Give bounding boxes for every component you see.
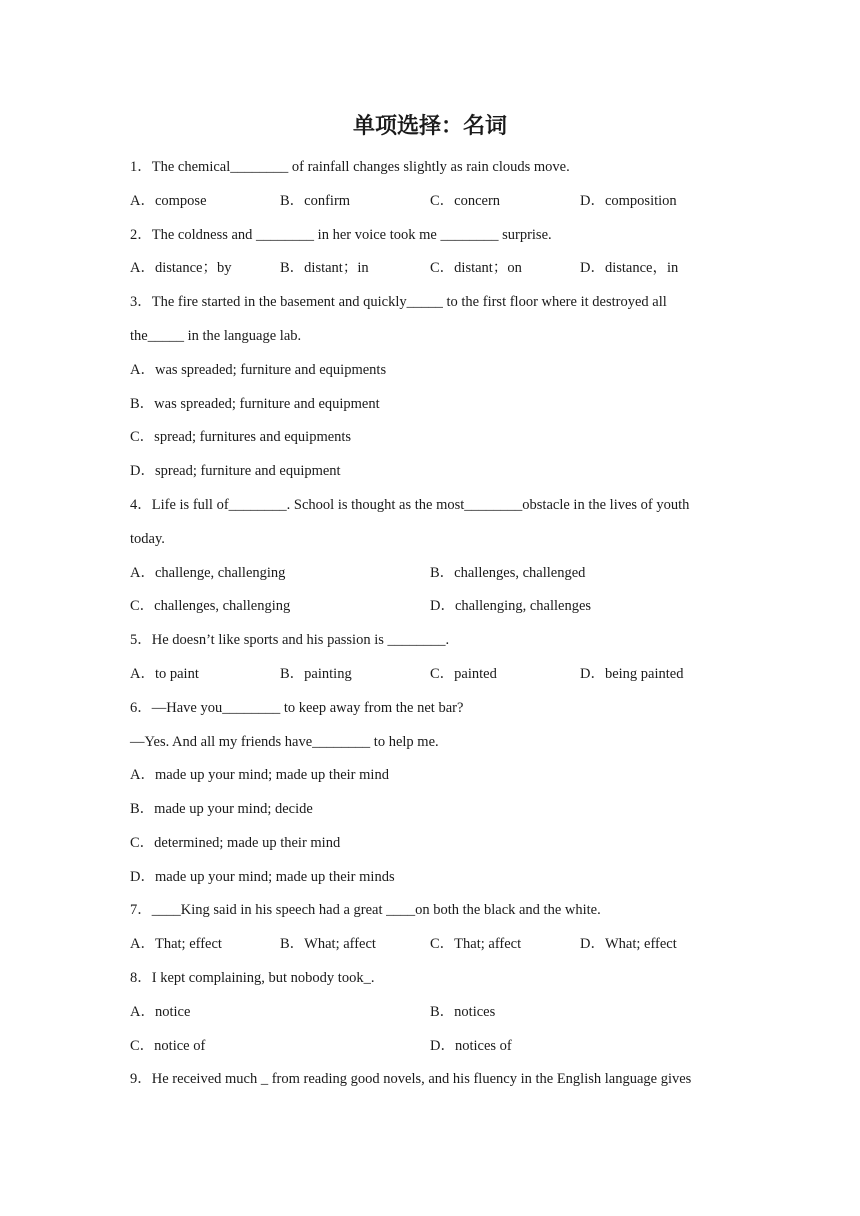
question-8-stem: 8．I kept complaining, but nobody took_.: [130, 970, 375, 986]
option-d: D．challenging, challenges: [430, 598, 592, 614]
question-6-option-b: B．made up your mind; decide: [130, 801, 313, 817]
question-3-option-a: A．was spreaded; furniture and equipments: [130, 362, 387, 378]
question-6-option-c: C．determined; made up their mind: [130, 835, 341, 851]
question-6-option-d: D．made up your mind; made up their minds: [130, 869, 395, 885]
option-d: D．distance，in: [580, 260, 679, 276]
option-d: D．What; effect: [580, 936, 677, 952]
question-1-stem: 1．The chemical________ of rainfall changes slightly as rain clouds move.: [130, 159, 570, 175]
option-c: C．concern: [430, 193, 501, 209]
option-a: A．to paint: [130, 666, 199, 682]
option-a: A．notice: [130, 1004, 191, 1020]
option-a: A．That; effect: [130, 936, 222, 952]
option-d: D．composition: [580, 193, 677, 209]
option-a: A．challenge, challenging: [130, 565, 286, 581]
question-6-option-a: A．made up your mind; made up their mind: [130, 767, 389, 783]
question-5-stem: 5．He doesn’t like sports and his passion is ________.: [130, 632, 450, 648]
option-d: D．notices of: [430, 1038, 512, 1054]
question-3-stem-line-1: 3．The fire started in the basement and quickly_____ to the first floor where it destroyed all: [130, 294, 667, 310]
option-a: A．distance；by: [130, 260, 232, 276]
option-b: B．notices: [430, 1004, 496, 1020]
option-d: D．being painted: [580, 666, 684, 682]
option-c: C．painted: [430, 666, 497, 682]
question-3-option-b: B．was spreaded; furniture and equipment: [130, 396, 380, 412]
question-4-stem-line-1: 4．Life is full of________. School is thought as the most________obstacle in the lives of youth: [130, 497, 690, 513]
option-b: B．distant；in: [280, 260, 369, 276]
question-6-stem-line-2: —Yes. And all my friends have________ to help me.: [130, 734, 439, 750]
option-b: B．challenges, challenged: [430, 565, 586, 581]
question-2-stem: 2．The coldness and ________ in her voice took me ________ surprise.: [130, 227, 552, 243]
question-3-stem-line-2: the_____ in the language lab.: [130, 328, 302, 344]
question-7-stem: 7．____King said in his speech had a great ____on both the black and the white.: [130, 902, 601, 918]
option-c: C．challenges, challenging: [130, 598, 291, 614]
question-9-stem: 9．He received much _ from reading good novels, and his fluency in the English language gives: [130, 1071, 692, 1087]
option-b: B．What; affect: [280, 936, 376, 952]
question-6-stem-line-1: 6．—Have you________ to keep away from the net bar?: [130, 700, 464, 716]
option-c: C．That; affect: [430, 936, 522, 952]
option-c: C．notice of: [130, 1038, 206, 1054]
question-3-option-c: C．spread; furnitures and equipments: [130, 429, 352, 445]
option-c: C．distant；on: [430, 260, 522, 276]
option-b: B．confirm: [280, 193, 351, 209]
option-b: B．painting: [280, 666, 352, 682]
page-title: 单项选择：名词: [352, 114, 507, 139]
question-4-stem-line-2: today.: [130, 531, 165, 547]
question-3-option-d: D．spread; furniture and equipment: [130, 463, 341, 479]
option-a: A．compose: [130, 193, 207, 209]
